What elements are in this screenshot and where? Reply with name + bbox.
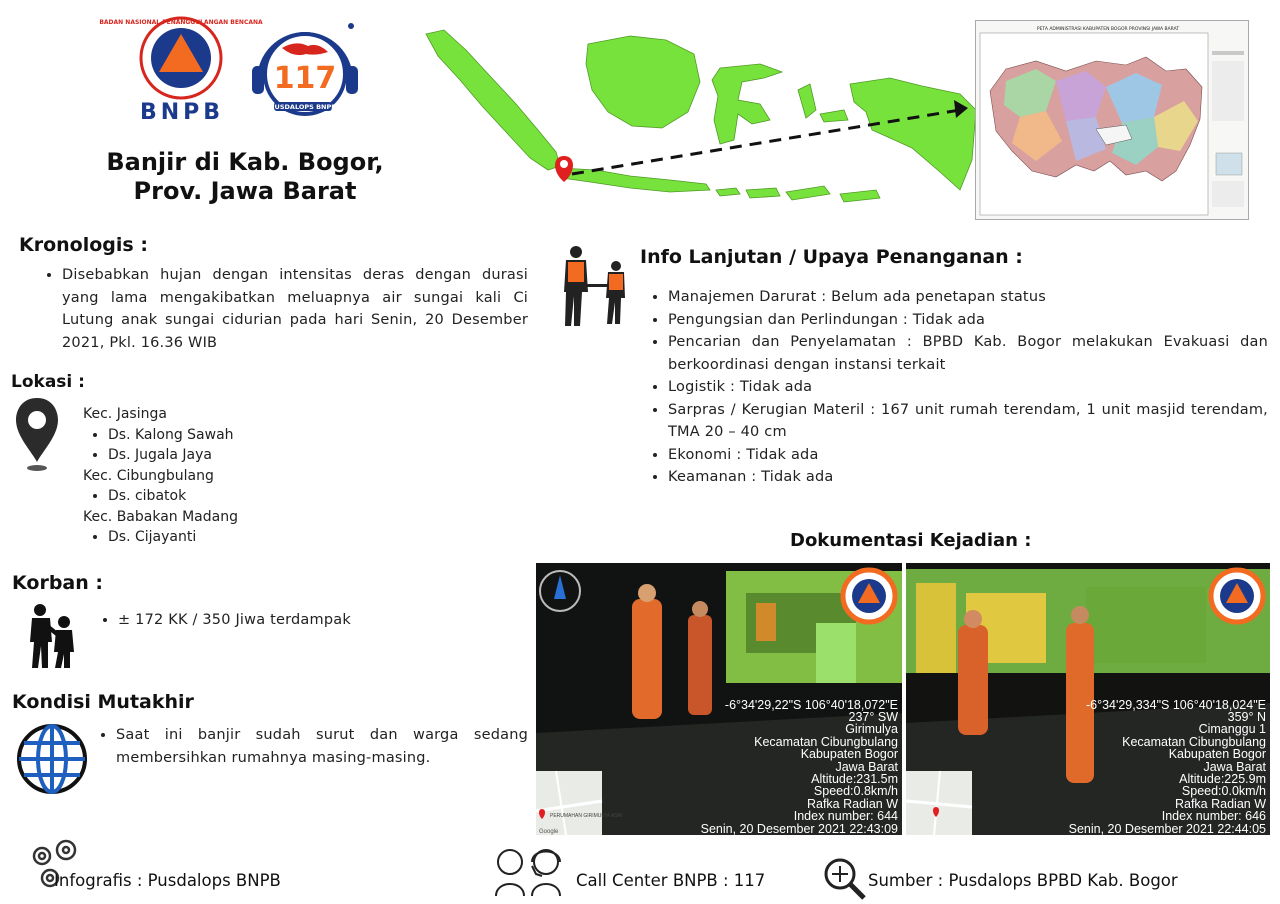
stamp-line: 359° N <box>1227 709 1266 724</box>
bogor-map-title: PETA ADMINISTRASI KABUPATEN BOGOR PROVINSI JAWA BARAT <box>1036 27 1180 32</box>
stamp-line: Kabupaten Bogor <box>800 747 898 762</box>
info-item: • Pencarian dan Penyelamatan : BPBD Kab. Bogor melakukan Evakuasi dan berkoordinasi dengan instansi terkait <box>668 331 1268 376</box>
bpbd-badge-icon <box>840 567 898 625</box>
search-source-icon <box>822 856 868 902</box>
stamp-line: Senin, 20 Desember 2021 22:44:05 <box>1068 821 1266 836</box>
title-line-1: Banjir di Kab. Bogor, <box>106 148 384 176</box>
info-list <box>648 286 1268 489</box>
kronologis-section <box>42 264 528 354</box>
lokasi-kec-2: Kec. Cibungbulang <box>83 467 214 484</box>
lokasi-heading: Lokasi : <box>11 372 85 392</box>
kondisi-section <box>96 724 528 769</box>
photo-1-stamp <box>701 699 898 835</box>
stamp-line: Kecamatan Cibungbulang <box>754 734 898 749</box>
korban-section <box>98 609 518 632</box>
stamp-line: Rafka Radian W <box>1174 796 1266 811</box>
lokasi-kec-3: Kec. Babakan Madang <box>83 508 238 525</box>
lokasi-desa: • Ds. cibatok <box>108 486 238 507</box>
pusdalops-117-logo <box>246 22 364 122</box>
lokasi-list <box>83 404 238 548</box>
victims-icon <box>26 602 80 670</box>
footer-sumber: Sumber : Pusdalops BPBD Kab. Bogor <box>868 871 1178 890</box>
map-pin-icon <box>14 396 60 472</box>
page-title <box>80 148 410 206</box>
logo-117-number: 117 <box>273 61 337 96</box>
stamp-line: Rafka Radian W <box>806 796 898 811</box>
info-item: • Pengungsian dan Perlindungan : Tidak ada <box>668 309 1268 332</box>
info-item: • Ekonomi : Tidak ada <box>668 444 1268 467</box>
stamp-line: Cimanggu 1 <box>1198 722 1266 737</box>
kondisi-heading: Kondisi Mutakhir <box>12 691 194 713</box>
footer-callcenter: Call Center BNPB : 117 <box>576 871 766 890</box>
lokasi-desa: • Ds. Cijayanti <box>108 527 238 548</box>
title-line-2: Prov. Jawa Barat <box>133 177 357 205</box>
korban-heading: Korban : <box>12 572 103 594</box>
dokumentasi-heading: Dokumentasi Kejadian : <box>790 530 1032 551</box>
bnpb-ring-text: BADAN NASIONAL PENANGGULANGAN BENCANA <box>99 19 263 26</box>
info-item: • Sarpras / Kerugian Materil : 167 unit rumah terendam, 1 unit masjid terendam, TMA 20 – 40 cm <box>668 399 1268 444</box>
photo-2 <box>906 563 1270 835</box>
stamp-line: Speed:0.8km/h <box>813 784 898 799</box>
rescue-team-icon <box>560 244 632 328</box>
info-item: • Manajemen Darurat : Belum ada penetapan status <box>668 286 1268 309</box>
lokasi-kec-1: Kec. Jasinga <box>83 406 167 422</box>
info-item: • Keamanan : Tidak ada <box>668 466 1268 489</box>
stamp-line: Jawa Barat <box>835 759 898 774</box>
info-item: • Logistik : Tidak ada <box>668 376 1268 399</box>
bpbd-badge-icon <box>1208 567 1266 625</box>
kronologis-text: • Disebabkan hujan dengan intensitas deras dengan durasi yang lama mengakibatkan meluapnya air sungai kali Ci Lutung anak sungai cidurian pada hari Senin, 20 Desember 2021, Pkl. 16.36 WIB <box>62 264 528 354</box>
minimap <box>536 771 623 835</box>
stamp-line: Speed:0.0km/h <box>1181 784 1266 799</box>
photo-1 <box>536 563 902 835</box>
stamp-line: Jawa Barat <box>1203 759 1266 774</box>
stamp-line: Senin, 20 Desember 2021 22:43:09 <box>700 821 898 836</box>
stamp-line: Girimulya <box>845 722 898 737</box>
kronologis-heading: Kronologis : <box>19 234 148 256</box>
minimap <box>906 771 972 835</box>
korban-item: • ± 172 KK / 350 Jiwa terdampak <box>118 609 518 632</box>
bnpb-label: BNPB <box>139 100 225 125</box>
indonesia-map <box>420 20 980 230</box>
stamp-line: -6°34'29,334"S 106°40'18,024"E <box>1085 697 1266 712</box>
stamp-line: Index number: 646 <box>1161 809 1266 824</box>
lokasi-desa: • Ds. Kalong Sawah <box>108 425 238 446</box>
lokasi-desa: • Ds. Jugala Jaya <box>108 445 238 466</box>
photo-2-stamp <box>1069 699 1266 835</box>
bogor-admin-map <box>975 20 1249 220</box>
info-heading: Info Lanjutan / Upaya Penanganan : <box>640 246 1023 268</box>
footer-infografis: Infografis : Pusdalops BNPB <box>54 871 281 890</box>
minimap-pin-label: PERUMAHAN GIRIMULYA ASRI <box>550 813 623 819</box>
stamp-line: -6°34'29,22"S 106°40'18,072"E <box>724 697 898 712</box>
stamp-line: 237° SW <box>848 709 898 724</box>
google-label: Google <box>539 829 559 835</box>
globe-icon <box>16 723 88 795</box>
stamp-line: Kecamatan Cibungbulang <box>1122 734 1266 749</box>
stamp-line: Kabupaten Bogor <box>1168 747 1266 762</box>
logo-117-label: PUSDALOPS BNPB <box>269 103 337 111</box>
call-center-icon <box>488 844 570 898</box>
stamp-line: Index number: 644 <box>793 809 898 824</box>
stamp-line: Altitude:225.9m <box>1179 771 1266 786</box>
stamp-line: Altitude:231.5m <box>811 771 898 786</box>
kondisi-item: • Saat ini banjir sudah surut dan warga sedang membersihkan rumahnya masing-masing. <box>116 724 528 769</box>
